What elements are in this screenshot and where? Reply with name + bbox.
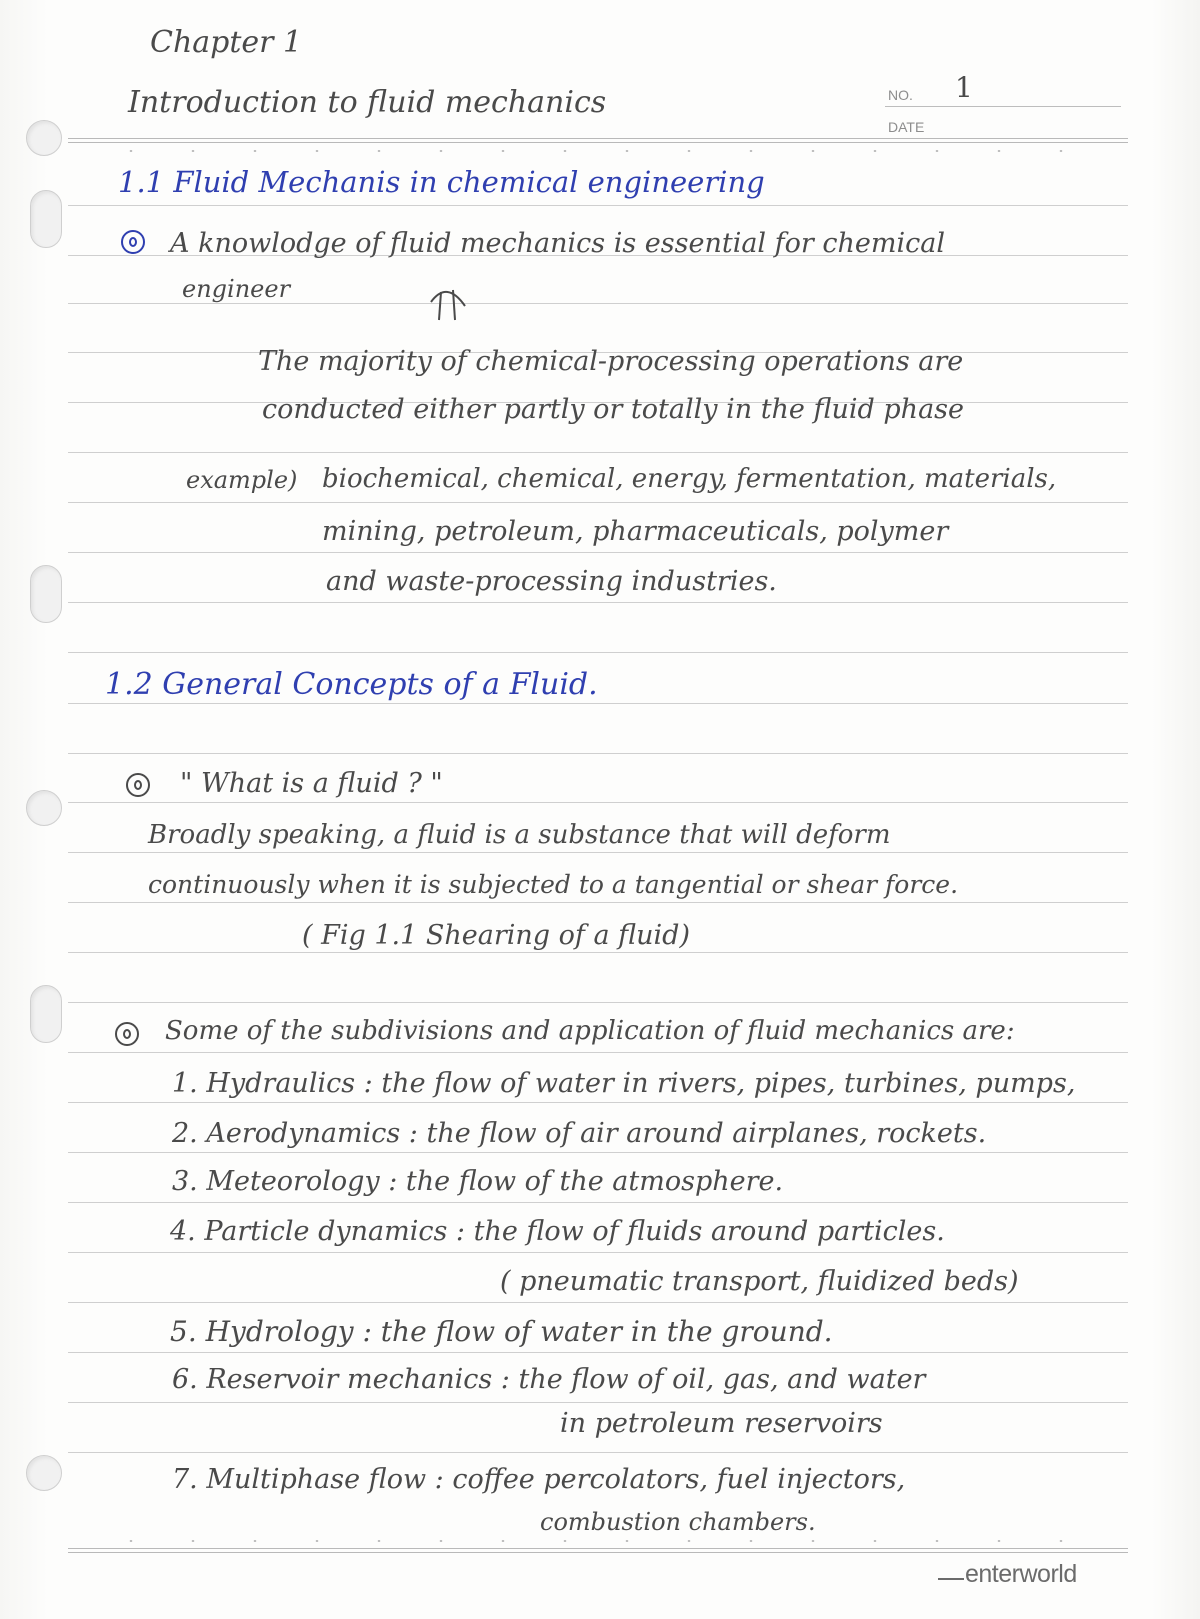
- list-item-continuation: ( pneumatic transport, fluidized beds): [500, 1266, 1019, 1297]
- page-number: 1: [955, 71, 973, 104]
- ruled-line: [68, 802, 1128, 803]
- list-item: 1. Hydraulics : the flow of water in rivers, pipes, turbines, pumps,: [172, 1068, 1076, 1099]
- example-label: example): [186, 466, 298, 494]
- dot-guide: [100, 1540, 1100, 1542]
- binder-hole: [30, 190, 62, 248]
- section-heading: 1.2 General Concepts of a Fluid.: [105, 667, 598, 702]
- ruled-line: [68, 1548, 1128, 1553]
- paragraph-line: A knowlodge of fluid mechanics is essential for chemical: [170, 228, 945, 259]
- ruled-line: [68, 1452, 1128, 1453]
- ruled-line: [68, 652, 1128, 653]
- binder-hole: [26, 1455, 62, 1491]
- ruled-line: [68, 1202, 1128, 1203]
- list-item: 2. Aerodynamics : the flow of air around airplanes, rockets.: [172, 1118, 987, 1149]
- no-label: NO.: [888, 87, 913, 103]
- ruled-line: [68, 1352, 1128, 1353]
- date-label: DATE: [888, 119, 925, 135]
- list-intro: Some of the subdivisions and application of fluid mechanics are:: [165, 1016, 1015, 1046]
- list-item: 7. Multiphase flow : coffee percolators, fuel injectors,: [172, 1464, 906, 1495]
- ruled-line: [68, 452, 1128, 453]
- ruled-line: [68, 753, 1128, 754]
- paragraph-line: and waste-processing industries.: [326, 566, 777, 597]
- paragraph-line: biochemical, chemical, energy, fermentation, materials,: [322, 464, 1057, 494]
- ruled-line: [68, 552, 1128, 553]
- circle-bullet-icon: [126, 773, 150, 797]
- ruled-line: [68, 1252, 1128, 1253]
- paragraph-line: conducted either partly or totally in the fluid phase: [262, 394, 964, 425]
- binder-hole: [26, 120, 62, 156]
- ruled-line: [68, 205, 1128, 206]
- dot-guide: [100, 150, 1100, 152]
- circle-bullet-icon: [115, 1022, 139, 1046]
- list-item-continuation: combustion chambers.: [540, 1508, 816, 1536]
- paragraph-line: The majority of chemical-processing operations are: [258, 346, 964, 377]
- paragraph-line: Broadly speaking, a fluid is a substance that will deform: [148, 820, 891, 850]
- ruled-line: [68, 1152, 1128, 1153]
- no-underline: [885, 106, 1121, 107]
- binder-hole: [26, 790, 62, 826]
- paragraph-line: engineer: [182, 275, 291, 303]
- ruled-line: [68, 602, 1128, 603]
- binder-hole: [30, 565, 62, 623]
- section-heading: 1.1 Fluid Mechanis in chemical engineering: [118, 165, 765, 199]
- paragraph-line: continuously when it is subjected to a tangential or shear force.: [148, 870, 959, 899]
- circle-bullet-icon: [121, 230, 145, 254]
- enterworld-logo: enterworld: [965, 1560, 1077, 1588]
- list-item: 3. Meteorology : the flow of the atmosphere.: [172, 1166, 784, 1197]
- list-item: 6. Reservoir mechanics : the flow of oil, gas, and water: [172, 1364, 926, 1395]
- ruled-line: [68, 303, 1128, 304]
- ruled-line: [68, 1102, 1128, 1103]
- chapter-title: Introduction to fluid mechanics: [128, 85, 607, 120]
- ruled-line: [68, 1302, 1128, 1303]
- paragraph-line: mining, petroleum, pharmaceuticals, polymer: [322, 516, 949, 547]
- ruled-line: [68, 703, 1128, 704]
- question-line: " What is a fluid ? ": [180, 768, 443, 799]
- ruled-line: [68, 138, 1128, 143]
- ruled-line: [68, 1052, 1128, 1053]
- ruled-line: [68, 502, 1128, 503]
- paragraph-line: ( Fig 1.1 Shearing of a fluid): [302, 920, 690, 951]
- list-item-continuation: in petroleum reservoirs: [560, 1408, 883, 1439]
- ruled-line: [68, 952, 1128, 953]
- logo-dash: [938, 1578, 964, 1580]
- chapter-label: Chapter 1: [150, 25, 303, 60]
- ruled-line: [68, 852, 1128, 853]
- list-item: 4. Particle dynamics : the flow of fluids around particles.: [170, 1216, 945, 1247]
- ruled-line: [68, 1402, 1128, 1403]
- list-item: 5. Hydrology : the flow of water in the ground.: [170, 1315, 833, 1348]
- up-arrow-icon: [425, 284, 475, 334]
- ruled-line: [68, 902, 1128, 903]
- ruled-line: [68, 1002, 1128, 1003]
- binder-hole: [30, 985, 62, 1043]
